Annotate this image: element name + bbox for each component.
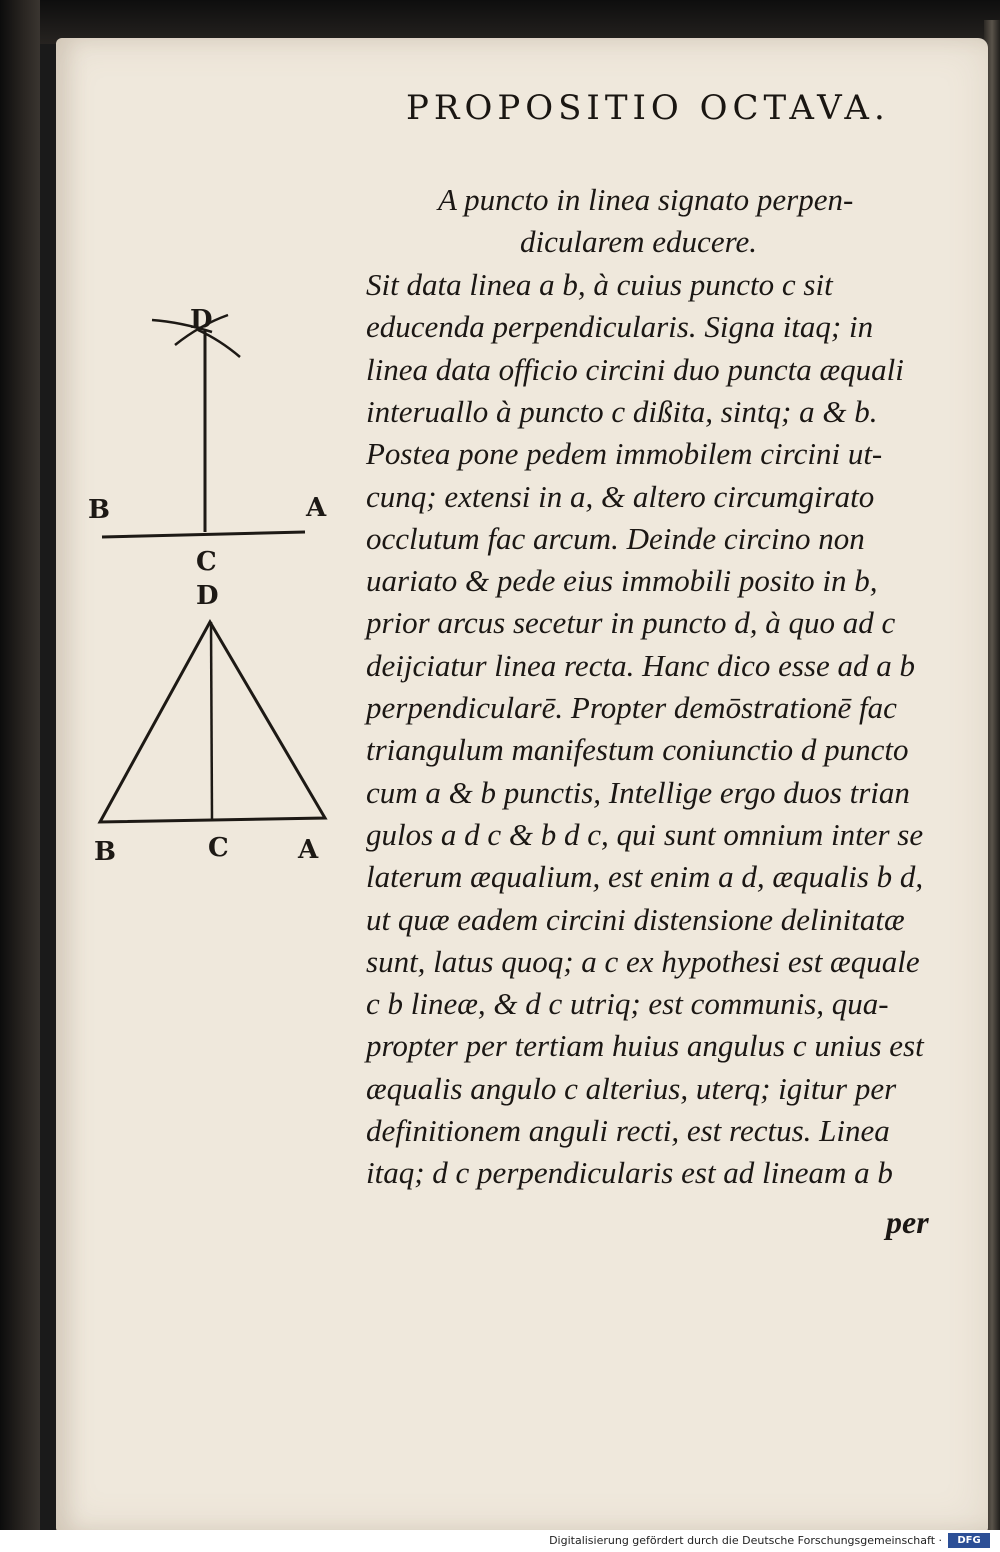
body-line: prior arcus secetur in puncto d, à quo ad c [366, 605, 896, 640]
label-c-top: C [196, 547, 217, 577]
body-line: Sit data linea a b, à cuius puncto c sit [366, 267, 833, 302]
body-line: ut quæ eadem circini distensione delinitatæ [366, 902, 905, 937]
body-line: occlutum fac arcum. Deinde circino non [366, 521, 865, 556]
body-line: æqualis angulo c alterius, uterq; igitur per [366, 1071, 897, 1106]
label-d-top: D [190, 305, 213, 335]
body-line: definitionem anguli recti, est rectus. Linea [366, 1113, 890, 1148]
base-line-top [102, 532, 305, 537]
body-line: Postea pone pedem immobilem circini ut- [366, 436, 883, 471]
body-line: cum a & b punctis, Intellige ergo duos trian [366, 775, 910, 810]
proposition-heading-line-2: dicularem educere. [520, 224, 757, 259]
body-line: interuallo à puncto c dißita, sintq; a & b. [366, 394, 878, 429]
body-line: educenda perpendicularis. Signa itaq; in [366, 309, 874, 344]
footer-bar [0, 1530, 1000, 1552]
label-d-bottom: D [196, 581, 219, 611]
body-line: cunq; extensi in a, & altero circumgirato [366, 479, 875, 514]
body-line: itaq; d c perpendicularis est ad lineam a b [366, 1155, 893, 1190]
label-a-top: A [306, 493, 327, 523]
running-title: PROPOSITIO OCTAVA. [406, 88, 890, 128]
body-line: sunt, latus quoq; a c ex hypothesi est æquale [366, 944, 920, 979]
body-line: c b lineæ, & d c utriq; est communis, qua- [366, 986, 889, 1021]
label-b-top: B [88, 495, 110, 525]
label-a-bottom: A [298, 835, 319, 865]
body-line: linea data officio circini duo puncta æquali [366, 352, 904, 387]
body-line: triangulum manifestum coniunctio d puncto [366, 732, 909, 767]
body-line: gulos a d c & b d c, qui sunt omnium inter se [366, 817, 924, 852]
altitude-line [211, 622, 212, 820]
book-left-edge [0, 0, 40, 1530]
dfg-logo: DFG [948, 1533, 990, 1548]
label-c-bottom: C [208, 833, 229, 863]
proposition-heading-line-1: A puncto in linea signato perpen- [438, 182, 854, 217]
body-line: perpendicularē. Propter demōstrationē fac [366, 690, 897, 725]
body-line: deijciatur linea recta. Hanc dico esse ad a b [366, 648, 915, 683]
body-line: laterum æqualium, est enim a d, æqualis b d, [366, 859, 924, 894]
body-line: uariato & pede eius immobili posito in b, [366, 563, 878, 598]
body-line: propter per tertiam huius angulus c unius est [366, 1028, 924, 1063]
footer-credit: Digitalisierung gefördert durch die Deutsche Forschungsgemeinschaft · [549, 1534, 942, 1547]
label-b-bottom: B [94, 837, 116, 867]
geometric-figure [80, 300, 360, 880]
catchword: per [886, 1204, 929, 1240]
